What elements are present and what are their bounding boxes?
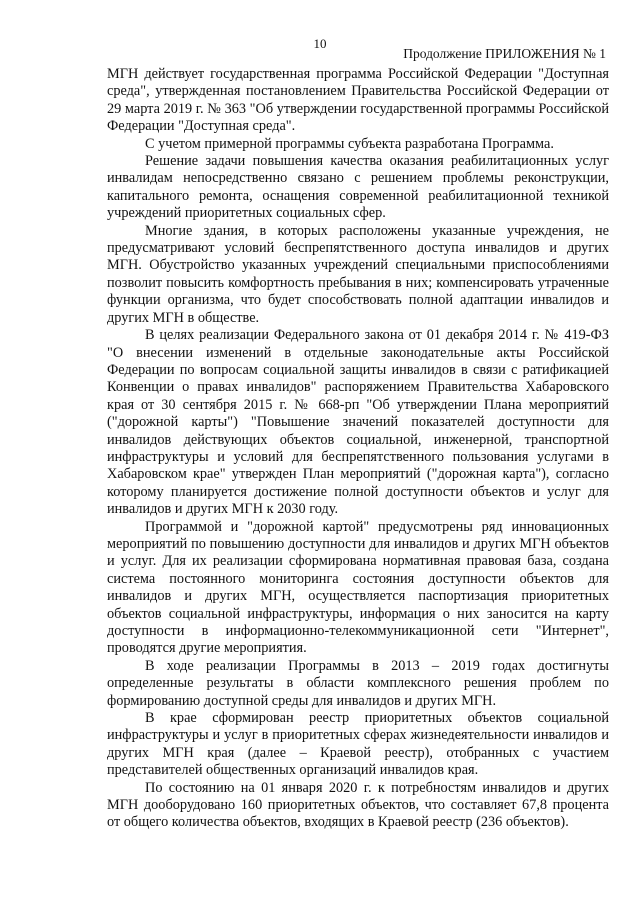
- paragraph-continuation: МГН действует государственная программа Российской Федерации "Доступная среда", утвержденная постановлением Правительства Российской Федерации от 29 марта 2019 г. № 363 "Об утверждении государственной программы Российской Федерации "Доступная среда".: [107, 66, 609, 135]
- paragraph: В целях реализации Федерального закона от 01 декабря 2014 г. № 419-ФЗ "О внесении изменений в отдельные законодательные акты Российской Федерации по вопросам социальной защиты инвалидов в связи с ратификацией Конвенции о правах инвалидов" распоряжением Правительства Хабаровского края от 30 сентября 2015 г. № 668-рп "Об утверждении Плана мероприятий ("дорожной карты") "Повышение значений показателей доступности для инвалидов действующих объектов социальной, инженерной, транспортной инфраструктуры и условий для беспрепятственного пользования услугами в Хабаровском крае" утвержден План мероприятий ("дорожная карта"), согласно которому планируется достижение полной доступности объектов и услуг для инвалидов и других МГН к 2030 году.: [107, 327, 609, 518]
- document-body: [107, 66, 609, 832]
- appendix-continuation-label: Продолжение ПРИЛОЖЕНИЯ № 1: [403, 46, 606, 61]
- paragraph: В ходе реализации Программы в 2013 – 2019 годах достигнуты определенные результаты в области комплексного решения проблем по формированию доступной среды для инвалидов и других МГН.: [107, 657, 609, 709]
- paragraph: С учетом примерной программы субъекта разработана Программа.: [145, 135, 554, 152]
- page-number: 10: [313, 36, 327, 51]
- paragraph: Программой и "дорожной картой" предусмотрены ряд инновационных мероприятий по повышению доступности для инвалидов и других МГН объектов и услуг. Для их реализации сформирована нормативная правовая база, создана система постоянного мониторинга состояния доступности объектов для инвалидов и других МГН, осуществляется паспортизация приоритетных объектов социальной инфраструктуры, информация о них заносится на карту доступности в информационно-телекоммуникационной сети "Интернет", проводятся другие мероприятия.: [107, 518, 609, 657]
- paragraph: По состоянию на 01 января 2020 г. к потребностям инвалидов и других МГН дооборудовано 160 приоритетных объектов, что составляет 67,8 процента от общего количества объектов, входящих в Краевой реестр (236 объектов).: [107, 779, 609, 831]
- paragraph: Многие здания, в которых расположены указанные учреждения, не предусматривают условий беспрепятственного доступа инвалидов и других МГН. Обустройство указанных учреждений специальными приспособлениями позволит повысить комфортность пребывания в них; компенсировать утраченные функции организма, что будет способствовать полной адаптации инвалидов и других МГН в обществе.: [107, 222, 609, 326]
- paragraph: В крае сформирован реестр приоритетных объектов социальной инфраструктуры и услуг в приоритетных сферах жизнедеятельности инвалидов и других МГН края (далее – Краевой реестр), отобранных с участием представителей общественных организаций инвалидов края.: [107, 710, 609, 779]
- paragraph: Решение задачи повышения качества оказания реабилитационных услуг инвалидам непосредственно связано с решением проблемы реконструкции, капитального ремонта, оснащения современной реабилитационной техникой учреждений приоритетных социальных сфер.: [107, 153, 609, 222]
